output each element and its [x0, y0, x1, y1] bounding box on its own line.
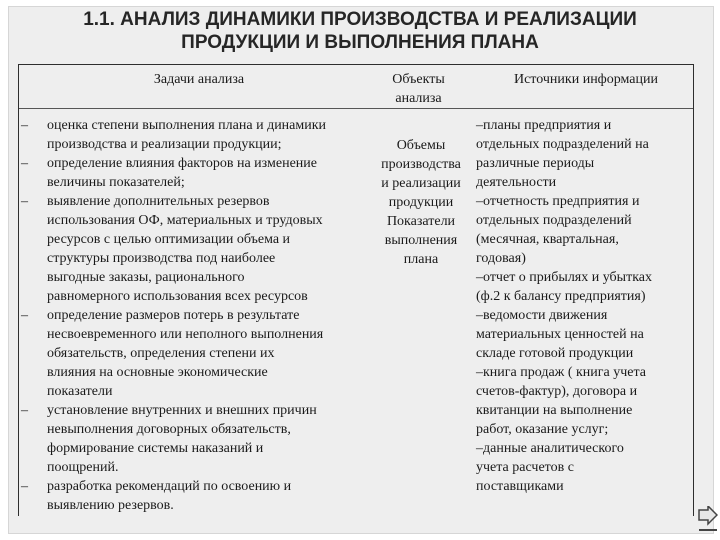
analysis-table	[18, 64, 694, 516]
task-text: определение размеров потерь в результате	[47, 308, 300, 323]
source-line: деятельности	[476, 175, 557, 190]
source-line: –данные аналитического	[476, 441, 624, 456]
task-text: оценка степени выполнения плана и динамики	[47, 118, 327, 133]
task-line	[19, 496, 379, 515]
task-line	[19, 420, 379, 439]
task-line	[19, 344, 379, 363]
task-line	[19, 192, 379, 211]
task-text: величины показателей;	[47, 175, 185, 190]
task-text: разработка рекомендаций по освоению и	[47, 479, 292, 494]
object-line: и реализации	[381, 176, 461, 191]
task-line	[19, 477, 379, 496]
source-line: –книга продаж ( книга учета	[476, 365, 647, 380]
source-line: –ведомости движения	[476, 308, 608, 323]
task-text: обязательств, определения степени их	[47, 346, 275, 361]
next-arrow-icon[interactable]	[696, 506, 718, 534]
object-line: выполнения	[384, 233, 458, 248]
header-rule	[19, 108, 693, 109]
task-text: несвоевременного или неполного выполнения	[47, 327, 324, 342]
task-line	[19, 173, 379, 192]
task-text: производства и реализации продукции;	[47, 137, 282, 152]
title-line-2: ПРОДУКЦИИ И ВЫПОЛНЕНИЯ ПЛАНА	[181, 32, 539, 53]
task-line	[19, 306, 379, 325]
source-line: (ф.2 к балансу предприятия)	[476, 289, 646, 304]
task-text: влияния на основные экономические	[47, 365, 268, 380]
task-text: установление внутренних и внешних причин	[47, 403, 317, 418]
task-text: невыполнения договорных обязательств,	[47, 422, 291, 437]
task-text: ресурсов с целью оптимизации объема и	[47, 232, 291, 247]
task-line	[19, 135, 379, 154]
task-line	[19, 458, 379, 477]
source-line: –отчет о прибылях и убытках	[476, 270, 653, 285]
task-line	[19, 268, 379, 287]
task-line	[19, 382, 379, 401]
source-line: учета расчетов с	[476, 460, 574, 475]
object-line: Объемы	[396, 138, 446, 153]
task-text: поощрений.	[47, 460, 119, 475]
header-objects: Объекты анализа	[392, 72, 445, 106]
task-text: выявлению резервов.	[47, 498, 174, 513]
object-line: производства	[381, 157, 461, 172]
table-top-rule	[19, 64, 693, 65]
object-line: Показатели	[386, 214, 456, 229]
next-arrow-shape	[699, 506, 717, 524]
source-line: годовая)	[476, 251, 526, 266]
task-text: выгодные заказы, рационального	[47, 270, 245, 285]
object-line: плана	[403, 252, 439, 267]
task-line	[19, 249, 379, 268]
task-text: равномерного использования всех ресурсов	[47, 289, 308, 304]
task-line	[19, 154, 379, 173]
tasks-column	[19, 116, 379, 515]
bullet-dash: –	[21, 479, 28, 494]
source-line: отдельных подразделений на	[476, 137, 649, 152]
task-line	[19, 287, 379, 306]
source-line: квитанции на выполнение	[476, 403, 633, 418]
task-line	[19, 116, 379, 135]
sources-column	[476, 116, 691, 496]
bullet-dash: –	[21, 403, 28, 418]
task-text: формирование системы наказаний и	[47, 441, 264, 456]
bullet-dash: –	[21, 308, 28, 323]
task-text: структуры производства под наиболее	[47, 251, 276, 266]
object-line: продукции	[388, 195, 454, 210]
source-line: отдельных подразделений	[476, 213, 632, 228]
source-line: (месячная, квартальная,	[476, 232, 619, 247]
objects-column	[375, 136, 467, 269]
task-line	[19, 325, 379, 344]
task-line	[19, 439, 379, 458]
task-text: использования ОФ, материальных и трудовых	[47, 213, 323, 228]
source-line: различные периоды	[476, 156, 595, 171]
header-tasks: Задачи анализа	[153, 72, 245, 87]
source-line: счетов-фактур), договора и	[476, 384, 638, 399]
header-sources: Источники информации	[513, 72, 658, 87]
bullet-dash: –	[21, 118, 28, 133]
source-line: –отчетность предприятия и	[476, 194, 640, 209]
task-line	[19, 363, 379, 382]
source-line: –планы предприятия и	[476, 118, 612, 133]
task-line	[19, 211, 379, 230]
source-line: складе готовой продукции	[476, 346, 634, 361]
source-line: поставщиками	[476, 479, 564, 494]
source-line: материальных ценностей на	[476, 327, 644, 342]
source-line: работ, оказание услуг;	[476, 422, 609, 437]
task-line	[19, 230, 379, 249]
task-text: выявление дополнительных резервов	[47, 194, 270, 209]
task-text: показатели	[47, 384, 113, 399]
bullet-dash: –	[21, 156, 28, 171]
task-line	[19, 401, 379, 420]
title-line-1: 1.1. АНАЛИЗ ДИНАМИКИ ПРОИЗВОДСТВА И РЕАЛИЗАЦИИ	[83, 9, 637, 30]
task-text: определение влияния факторов на изменение	[47, 156, 317, 171]
slide-title	[0, 8, 720, 54]
bullet-dash: –	[21, 194, 28, 209]
